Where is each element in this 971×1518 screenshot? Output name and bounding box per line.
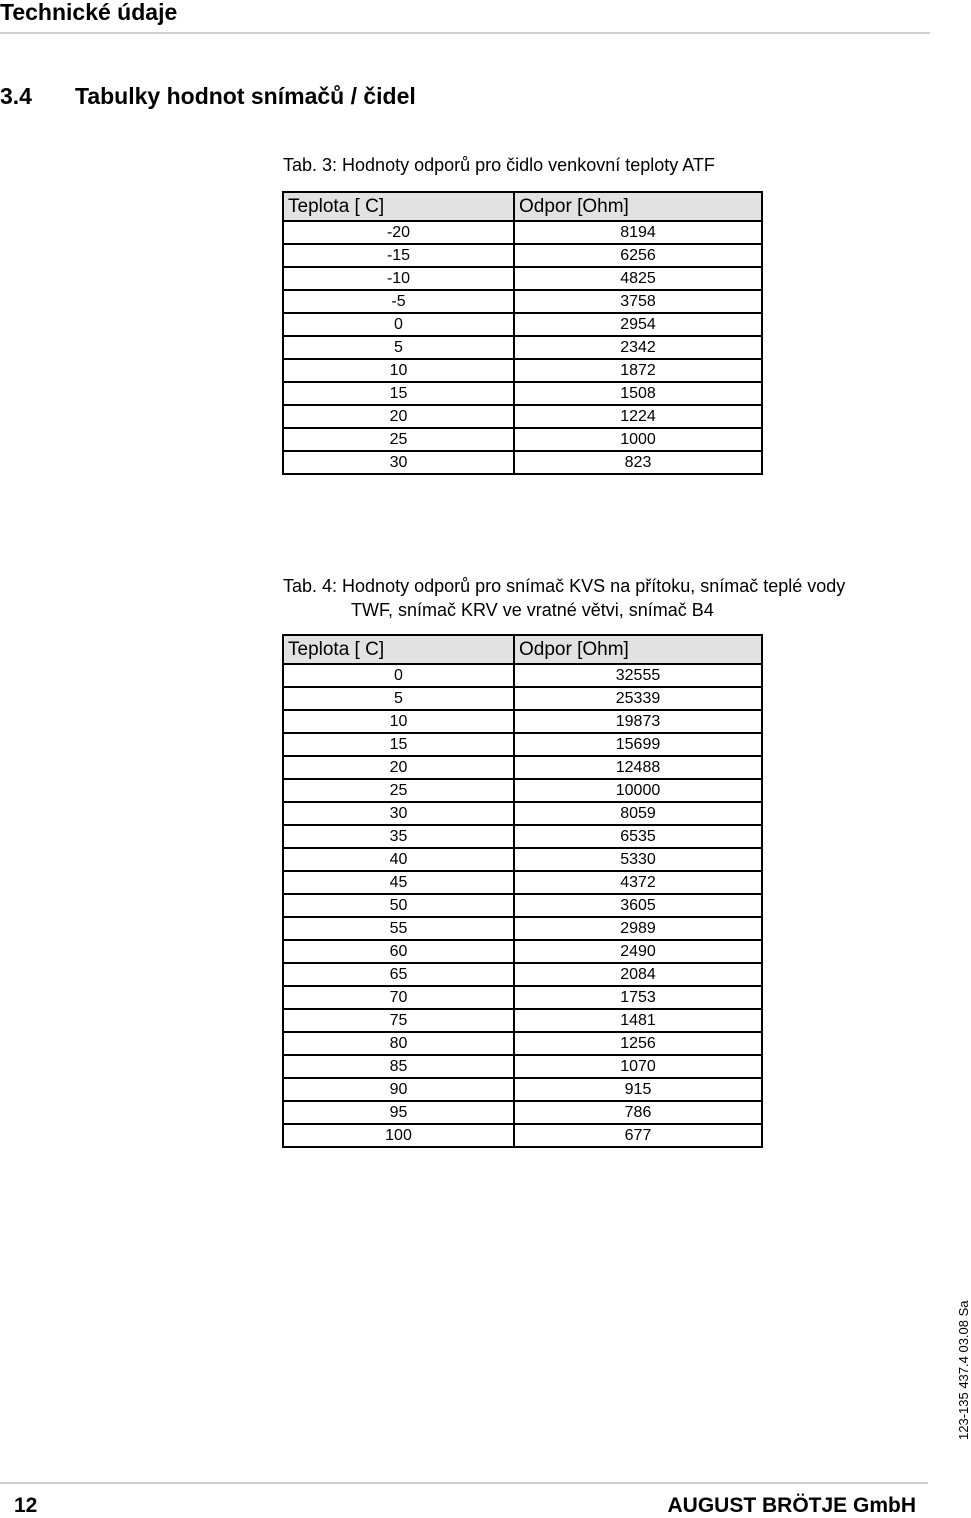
resistance-cell: 32555 (514, 664, 762, 687)
resistance-cell: 5330 (514, 848, 762, 871)
table-row (283, 1055, 762, 1078)
temperature-cell: 0 (283, 313, 514, 336)
table3-caption: Tab. 3: Hodnoty odporů pro čidlo venkovní teploty ATF (283, 155, 715, 175)
resistance-cell: 3758 (514, 290, 762, 313)
table-header-row (283, 192, 762, 221)
column-header-resistance: Odpor [Ohm] (514, 635, 762, 664)
column-header-temperature: Teplota [ C] (283, 192, 514, 221)
table-row (283, 779, 762, 802)
resistance-cell: 1753 (514, 986, 762, 1009)
table-row (283, 382, 762, 405)
resistance-cell: 2954 (514, 313, 762, 336)
temperature-cell: 55 (283, 917, 514, 940)
table-row (283, 290, 762, 313)
table-row (283, 963, 762, 986)
table4-caption (283, 574, 845, 622)
temperature-cell: 0 (283, 664, 514, 687)
temperature-cell: 80 (283, 1032, 514, 1055)
table-row (283, 825, 762, 848)
table-row (283, 1078, 762, 1101)
resistance-cell: 1256 (514, 1032, 762, 1055)
resistance-cell: 2084 (514, 963, 762, 986)
resistance-cell: 1481 (514, 1009, 762, 1032)
table-row (283, 221, 762, 244)
company-name: AUGUST BRÖTJE GmbH (667, 1494, 916, 1517)
table-row (283, 1124, 762, 1147)
table-row (283, 986, 762, 1009)
temperature-cell: 100 (283, 1124, 514, 1147)
resistance-cell: 3605 (514, 894, 762, 917)
resistance-cell: 12488 (514, 756, 762, 779)
resistance-cell: 6535 (514, 825, 762, 848)
resistance-cell: 1070 (514, 1055, 762, 1078)
temperature-cell: 10 (283, 359, 514, 382)
section-title: Tabulky hodnot snímačů / čidel (75, 83, 416, 109)
temperature-cell: 75 (283, 1009, 514, 1032)
temperature-cell: 30 (283, 451, 514, 474)
table-row (283, 733, 762, 756)
table-row (283, 848, 762, 871)
table-row (283, 1101, 762, 1124)
temperature-cell: 10 (283, 710, 514, 733)
resistance-cell: 786 (514, 1101, 762, 1124)
resistance-cell: 8194 (514, 221, 762, 244)
temperature-cell: 5 (283, 336, 514, 359)
resistance-cell: 823 (514, 451, 762, 474)
header-divider (0, 32, 930, 34)
table-row (283, 1032, 762, 1055)
temperature-cell: 95 (283, 1101, 514, 1124)
temperature-cell: 25 (283, 779, 514, 802)
table-row (283, 664, 762, 687)
section-number: 3.4 (0, 83, 32, 109)
resistance-cell: 677 (514, 1124, 762, 1147)
table-row (283, 756, 762, 779)
resistance-cell: 4372 (514, 871, 762, 894)
temperature-cell: 65 (283, 963, 514, 986)
table-row (283, 871, 762, 894)
table4-caption-line1: Tab. 4: Hodnoty odporů pro snímač KVS na přítoku, snímač teplé vody (283, 576, 846, 596)
page-number: 12 (14, 1494, 38, 1517)
table-row (283, 428, 762, 451)
resistance-cell: 1000 (514, 428, 762, 451)
table-row (283, 802, 762, 825)
table-row (283, 267, 762, 290)
resistance-cell: 2342 (514, 336, 762, 359)
temperature-cell: 20 (283, 405, 514, 428)
temperature-cell: 40 (283, 848, 514, 871)
resistance-cell: 19873 (514, 710, 762, 733)
temperature-cell: 90 (283, 1078, 514, 1101)
table-header-row (283, 635, 762, 664)
table-row (283, 451, 762, 474)
resistance-cell: 8059 (514, 802, 762, 825)
page-header-title: Technické údaje (0, 0, 178, 25)
temperature-cell: -5 (283, 290, 514, 313)
table-row (283, 894, 762, 917)
resistance-cell: 4825 (514, 267, 762, 290)
column-header-temperature: Teplota [ C] (283, 635, 514, 664)
temperature-cell: 20 (283, 756, 514, 779)
temperature-cell: -10 (283, 267, 514, 290)
resistance-cell: 15699 (514, 733, 762, 756)
temperature-cell: 15 (283, 382, 514, 405)
resistance-cell: 1872 (514, 359, 762, 382)
temperature-cell: 25 (283, 428, 514, 451)
column-header-resistance: Odpor [Ohm] (514, 192, 762, 221)
resistance-cell: 1224 (514, 405, 762, 428)
resistance-cell: 25339 (514, 687, 762, 710)
table-row (283, 687, 762, 710)
temperature-cell: -20 (283, 221, 514, 244)
footer-divider (0, 1482, 928, 1484)
table3-atf-resistance (282, 191, 763, 475)
temperature-cell: 5 (283, 687, 514, 710)
temperature-cell: 85 (283, 1055, 514, 1078)
table-row (283, 917, 762, 940)
temperature-cell: 15 (283, 733, 514, 756)
resistance-cell: 6256 (514, 244, 762, 267)
resistance-cell: 2490 (514, 940, 762, 963)
table-row (283, 405, 762, 428)
table-row (283, 359, 762, 382)
table-row (283, 313, 762, 336)
resistance-cell: 1508 (514, 382, 762, 405)
table-row (283, 244, 762, 267)
temperature-cell: 50 (283, 894, 514, 917)
document-code: 123-135 437.4 03.08 Sa (956, 1300, 971, 1440)
resistance-cell: 2989 (514, 917, 762, 940)
temperature-cell: -15 (283, 244, 514, 267)
table-row (283, 1009, 762, 1032)
table-row (283, 940, 762, 963)
temperature-cell: 30 (283, 802, 514, 825)
table-row (283, 710, 762, 733)
temperature-cell: 45 (283, 871, 514, 894)
table4-caption-line2: TWF, snímač KRV ve vratné větvi, snímač B4 (351, 600, 714, 620)
table4-sensor-resistance (282, 634, 763, 1148)
temperature-cell: 70 (283, 986, 514, 1009)
temperature-cell: 35 (283, 825, 514, 848)
resistance-cell: 10000 (514, 779, 762, 802)
temperature-cell: 60 (283, 940, 514, 963)
table-row (283, 336, 762, 359)
resistance-cell: 915 (514, 1078, 762, 1101)
